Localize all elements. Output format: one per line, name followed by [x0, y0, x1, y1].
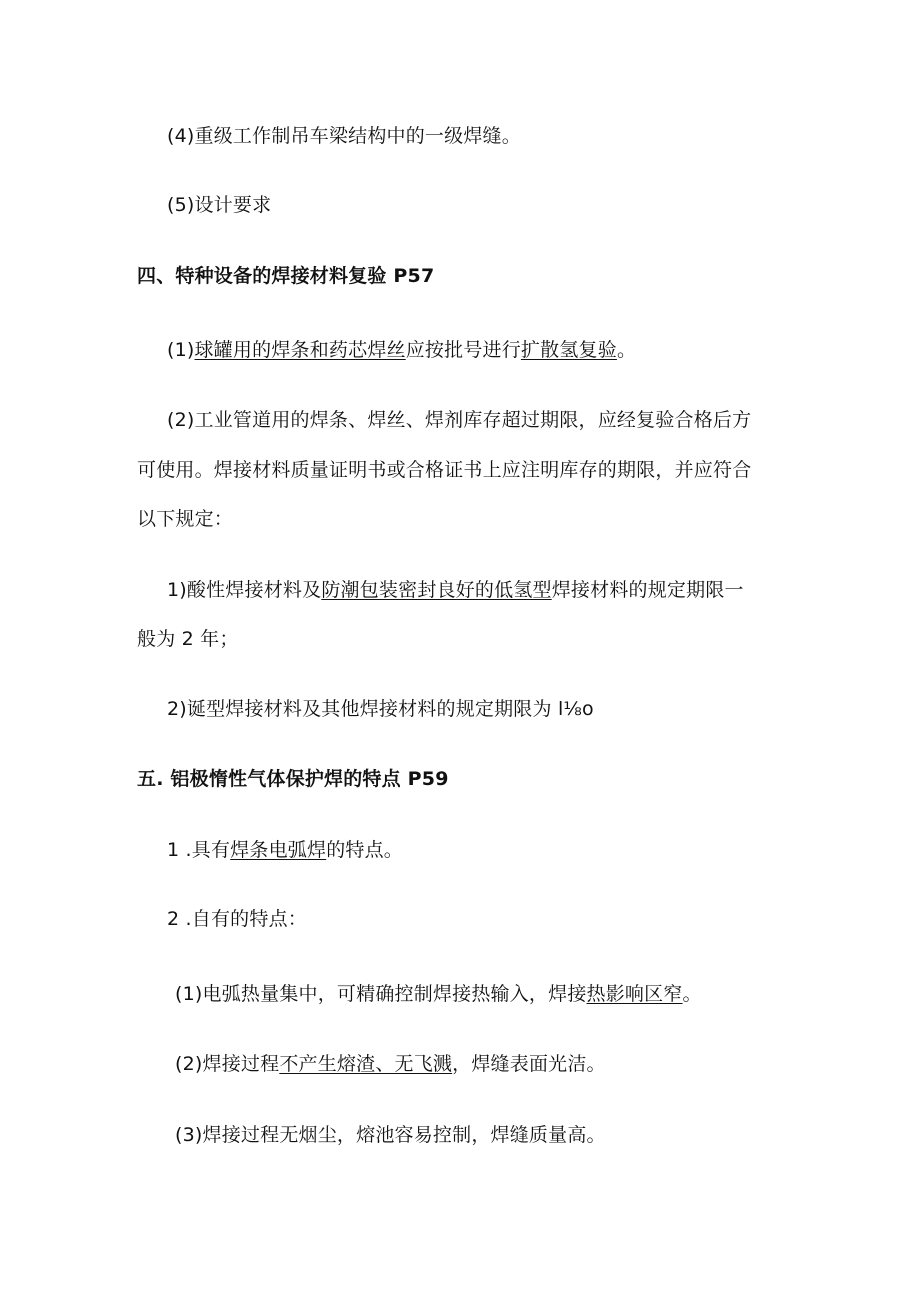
text-segment: 。 — [682, 983, 702, 1005]
underlined-text: 热影响区窄 — [586, 983, 683, 1005]
underlined-text: 扩散氢复验 — [520, 339, 617, 361]
underlined-text: 不产生熔渣、无飞溅 — [279, 1053, 453, 1075]
text-segment: 1 .具有 — [167, 839, 231, 861]
underlined-text: 焊条电弧焊 — [230, 839, 327, 861]
text-segment: 的特点。 — [326, 839, 403, 861]
paragraph-pipeline-line-3: 以下规定： — [137, 508, 234, 530]
text-segment: (2)焊接过程 — [175, 1053, 280, 1075]
rule-item-1-line-2: 般为 2 年； — [137, 628, 239, 650]
requirement-item-4: (4)重级工作制吊车梁结构中的一级焊缝。 — [167, 125, 521, 147]
underlined-text: 球罐用的焊条和药芯焊丝 — [194, 339, 406, 361]
feature-1 — [167, 838, 403, 862]
text-segment: ，焊缝表面光洁。 — [452, 1053, 606, 1075]
text-segment: 应按批号进行 — [405, 339, 521, 361]
feature-2-item-2 — [175, 1052, 606, 1076]
section-heading-4: 四、特种设备的焊接材料复验 P57 — [137, 265, 435, 287]
text-segment: (1)电弧热量集中，可精确控制焊接热输入，焊接 — [175, 983, 587, 1005]
feature-2-item-1 — [175, 982, 702, 1006]
underlined-text: 防潮包装密封良好的低氢型 — [321, 579, 552, 601]
text-segment: 1)酸性焊接材料及 — [167, 579, 322, 601]
feature-2-item-3: (3)焊接过程无烟尘，熔池容易控制，焊缝质量高。 — [175, 1124, 606, 1146]
rule-item-2: 2)诞型焊接材料及其他焊接材料的规定期限为 l⅛o — [167, 698, 594, 720]
requirement-item-5: (5)设计要求 — [167, 194, 272, 216]
paragraph-pipeline-line-2: 可使用。焊接材料质量证明书或合格证书上应注明库存的期限，并应符合 — [137, 459, 752, 481]
text-segment: 焊接材料的规定期限一 — [551, 579, 744, 601]
text-segment: (1) — [167, 339, 195, 361]
rule-item-1-line-1 — [167, 578, 744, 602]
paragraph-pipeline-line-1: (2)工业管道用的焊条、焊丝、焊剂库存超过期限，应经复验合格后方 — [167, 409, 752, 431]
section-heading-5: 五. 铝极惰性气体保护焊的特点 P59 — [137, 768, 449, 790]
paragraph-spherical-tank — [167, 338, 636, 362]
feature-2: 2 .自有的特点： — [167, 908, 307, 930]
text-segment: 。 — [616, 339, 637, 361]
